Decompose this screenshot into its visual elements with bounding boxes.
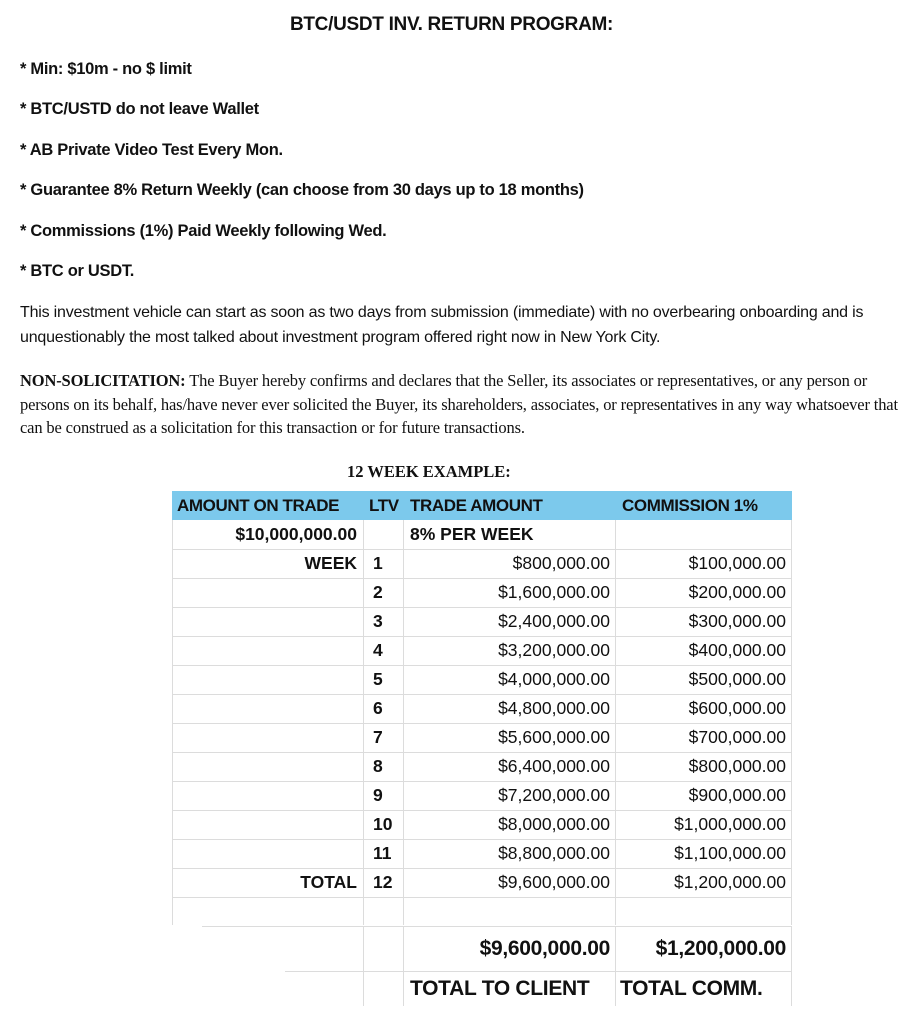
week-cell: 6: [363, 694, 403, 723]
commission-cell: [615, 520, 792, 549]
example-title: 12 WEEK EXAMPLE:: [347, 462, 511, 481]
trade-cell: $4,000,000.00: [403, 665, 615, 694]
page-title: BTC/USDT INV. RETURN PROGRAM:: [289, 14, 614, 35]
commission-cell: $1,200,000.00: [615, 868, 792, 897]
blank-cell: [363, 897, 403, 925]
label-cell: WEEK: [172, 549, 363, 578]
total-to-client-label: TOTAL TO CLIENT: [403, 972, 615, 1006]
week-cell: 11: [363, 839, 403, 868]
blank-cell: [615, 897, 792, 925]
ltv-cell: [363, 520, 403, 549]
commission-cell: $1,100,000.00: [615, 839, 792, 868]
bullet-wallet: * BTC/USTD do not leave Wallet: [20, 100, 259, 118]
week-cell: 1: [363, 549, 403, 578]
label-cell: [172, 578, 363, 607]
bullet-commissions: * Commissions (1%) Paid Weekly following Wed.: [20, 222, 387, 240]
non-solicitation-paragraph: [20, 369, 900, 440]
week-cell: 12: [363, 868, 403, 897]
label-cell: [172, 839, 363, 868]
blank-cell: [403, 897, 615, 925]
label-cell: [172, 781, 363, 810]
commission-cell: $600,000.00: [615, 694, 792, 723]
commission-cell: $700,000.00: [615, 723, 792, 752]
commission-cell: $800,000.00: [615, 752, 792, 781]
table-row-intro: [172, 520, 792, 550]
non-solicitation-label: NON-SOLICITATION:: [20, 371, 186, 390]
label-cell: TOTAL: [172, 868, 363, 897]
commission-cell: $100,000.00: [615, 549, 792, 578]
label-cell: [172, 752, 363, 781]
table-row-total-labels: [172, 972, 792, 1006]
commission-cell: $400,000.00: [615, 636, 792, 665]
trade-cell: $8,800,000.00: [403, 839, 615, 868]
table-row: [172, 839, 792, 869]
week-cell: 5: [363, 665, 403, 694]
blank-cell: [172, 897, 363, 925]
table-row: [172, 636, 792, 666]
table-row: [172, 810, 792, 840]
table-row: [172, 549, 792, 579]
blank-cell: [172, 927, 363, 971]
week-cell: 2: [363, 578, 403, 607]
bullet-min-investment: * Min: $10m - no $ limit: [20, 60, 192, 78]
total-commission-value: $1,200,000.00: [615, 927, 792, 971]
amount-cell: $10,000,000.00: [172, 520, 363, 549]
label-cell: [172, 694, 363, 723]
rate-cell: 8% PER WEEK: [403, 520, 615, 549]
commission-cell: $1,000,000.00: [615, 810, 792, 839]
week-cell: 8: [363, 752, 403, 781]
label-cell: [172, 665, 363, 694]
col-ltv: LTV: [369, 496, 399, 515]
description-paragraph: This investment vehicle can start as soon as two days from submission (immediate) with no overbearing onboarding and is unquestionably the most talked about investment program offered right now in New York City.: [20, 304, 864, 346]
total-to-client-value: $9,600,000.00: [403, 927, 615, 971]
trade-cell: $3,200,000.00: [403, 636, 615, 665]
trade-cell: $8,000,000.00: [403, 810, 615, 839]
bullet-guarantee: * Guarantee 8% Return Weekly (can choose from 30 days up to 18 months): [20, 181, 584, 199]
commission-cell: $300,000.00: [615, 607, 792, 636]
trade-cell: $2,400,000.00: [403, 607, 615, 636]
commission-cell: $500,000.00: [615, 665, 792, 694]
commission-cell: $200,000.00: [615, 578, 792, 607]
commission-cell: $900,000.00: [615, 781, 792, 810]
table-row-blank: [172, 897, 792, 925]
trade-cell: $6,400,000.00: [403, 752, 615, 781]
table-row: [172, 578, 792, 608]
trade-cell: $9,600,000.00: [403, 868, 615, 897]
bullet-video-test: * AB Private Video Test Every Mon.: [20, 141, 283, 159]
trade-cell: $4,800,000.00: [403, 694, 615, 723]
col-commission: COMMISSION 1%: [622, 496, 758, 515]
col-amount-on-trade: AMOUNT ON TRADE: [177, 496, 340, 515]
table-row: [172, 752, 792, 782]
bullet-currency: * BTC or USDT.: [20, 262, 135, 280]
table-row: [172, 665, 792, 695]
week-cell: 9: [363, 781, 403, 810]
trade-cell: $5,600,000.00: [403, 723, 615, 752]
col-trade-amount: TRADE AMOUNT: [410, 496, 543, 515]
blank-cell: [363, 927, 403, 971]
label-cell: [172, 607, 363, 636]
total-commission-label: TOTAL COMM.: [615, 972, 792, 1006]
label-cell: [172, 810, 363, 839]
non-solicitation-text: The Buyer hereby confirms and declares that the Seller, its associates or representatives, or any person or persons on its behalf, has/have never ever solicited the Buyer, its shareholders, associates, or representatives in any way whatsoever that can be construed as a solicitation for this transaction or for future transactions.: [20, 371, 898, 437]
trade-cell: $7,200,000.00: [403, 781, 615, 810]
table-header: [172, 491, 792, 520]
table-row: [172, 781, 792, 811]
blank-cell: [363, 972, 403, 1006]
trade-cell: $800,000.00: [403, 549, 615, 578]
week-cell: 7: [363, 723, 403, 752]
table-row: [172, 607, 792, 637]
table-row: [172, 723, 792, 753]
label-cell: [172, 723, 363, 752]
label-cell: [172, 636, 363, 665]
week-cell: 3: [363, 607, 403, 636]
trade-cell: $1,600,000.00: [403, 578, 615, 607]
week-cell: 4: [363, 636, 403, 665]
table-row-total: [172, 868, 792, 898]
table-row: [172, 694, 792, 724]
week-cell: 10: [363, 810, 403, 839]
table-row-totals: [172, 927, 792, 971]
